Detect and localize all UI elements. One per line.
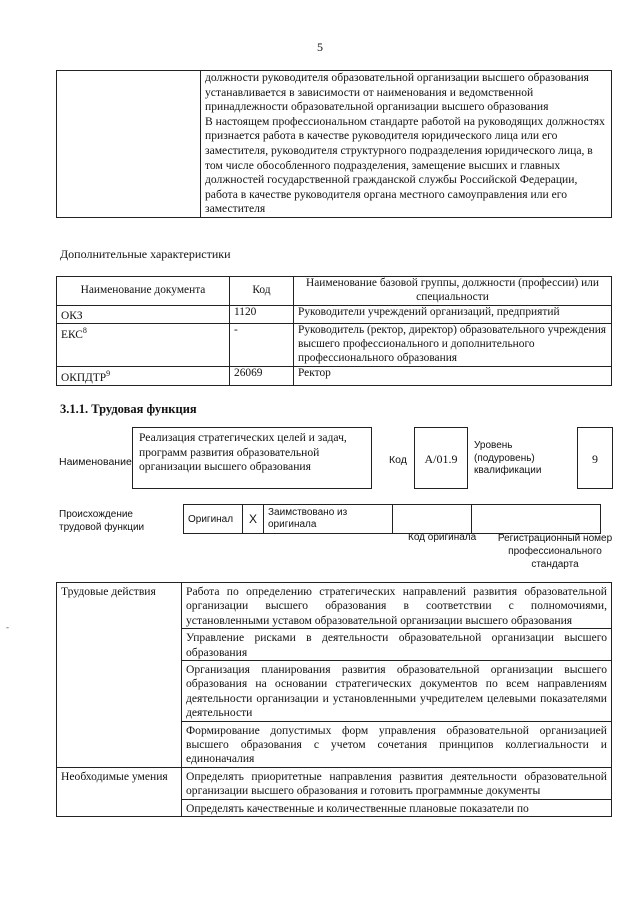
section-label: Трудовые действия [57,583,182,768]
reg-number-cell [472,505,601,534]
origin-label: Происхождение трудовой функции [59,509,145,533]
name-label: Наименование [59,456,132,468]
item-text: Работа по определению стратегических направлений развития образовательной организации высшего образования в соответствии с полномочиями, установленными уставом образовательной организации высшего образования [182,583,612,629]
name-cell: Руководитель (ректор, директор) образовательного учреждения высшего профессионального и дополнительного профессионального образования [294,324,612,366]
original-mark: X [243,505,264,534]
level-value-box: 9 [577,427,613,489]
section-label: Необходимые умения [57,767,182,816]
doc-cell: ОКПДТР$^9$ [57,366,230,386]
item-text: Определять качественные и количественные плановые показатели по [182,799,612,816]
top-text-line: должности руководителя образовательной организации высшего образования устанавливается в зависимости от наименования и ведомственной принадлежности образовательной организации высшего образования [205,71,589,114]
function-code-box: А/01.9 [414,427,468,489]
item-text: Определять приоритетные направления развития деятельности образовательной организации высшего образования и готовить программные документы [182,767,612,799]
original-label: Оригинал [184,505,243,534]
item-text: Управление рисками в деятельности образовательной организации высшего образования [182,629,612,661]
table-row [57,767,612,799]
margin-mark: - [6,622,9,632]
table-row [57,583,612,629]
doc-cell: ОКЗ [57,305,230,324]
name-cell: Ректор [294,366,612,386]
code-label: Код [389,454,407,466]
origin-table [183,504,601,534]
table-row [57,324,612,366]
header-doc: Наименование документа [57,277,230,306]
page-number: 5 [317,40,323,54]
header-code: Код [230,277,294,306]
additional-table [56,276,612,386]
reg-number-label: Регистрационный номер профессионального стандарта [497,533,613,570]
additional-title: Дополнительные характеристики [60,247,231,261]
code-original-label: Код оригинала [408,532,477,543]
item-text: Формирование допустимых форм управления образовательной организацией высшего образования с учетом сочетания принципов коллегиальности и единоначалия [182,721,612,767]
table-row [57,305,612,324]
code-original-cell [393,505,472,534]
item-text: Организация планирования развития образовательной организации высшего образования на основании стратегических документов по всем направлениям деятельности организации и установленными учредителем целевыми показателями деятельности [182,661,612,722]
code-cell: 1120 [230,305,294,324]
top-continuation-table [56,70,612,218]
doc-cell: ЕКС$^8$ [57,324,230,366]
table-row [57,366,612,386]
name-cell: Руководители учреждений организаций, предприятий [294,305,612,324]
section-title: 3.1.1. Трудовая функция [60,402,197,416]
top-text-cell [201,71,612,218]
top-text-line: В настоящем профессиональном стандарте работой на руководящих должностях признается работа в качестве руководителя юридического лица или его заместителя, руководителя структурного подразделения юридического лица, в том числе обособленного подразделения, замещение высших и главных должностей государственной гражданской службы Российской Федерации, работа в качестве руководителя органа местного самоуправления или его заместителя [205,114,605,216]
code-cell: 26069 [230,366,294,386]
main-table [56,582,612,817]
function-name-box: Реализация стратегических целей и задач, программ развития образовательной организации высшего образования [132,427,372,489]
code-cell: - [230,324,294,366]
header-name: Наименование базовой группы, должности (профессии) или специальности [294,277,612,306]
level-label: Уровень (подуровень) квалификации [474,440,542,476]
empty-cell [57,71,201,218]
borrowed-label: Заимствовано из оригинала [264,505,393,534]
